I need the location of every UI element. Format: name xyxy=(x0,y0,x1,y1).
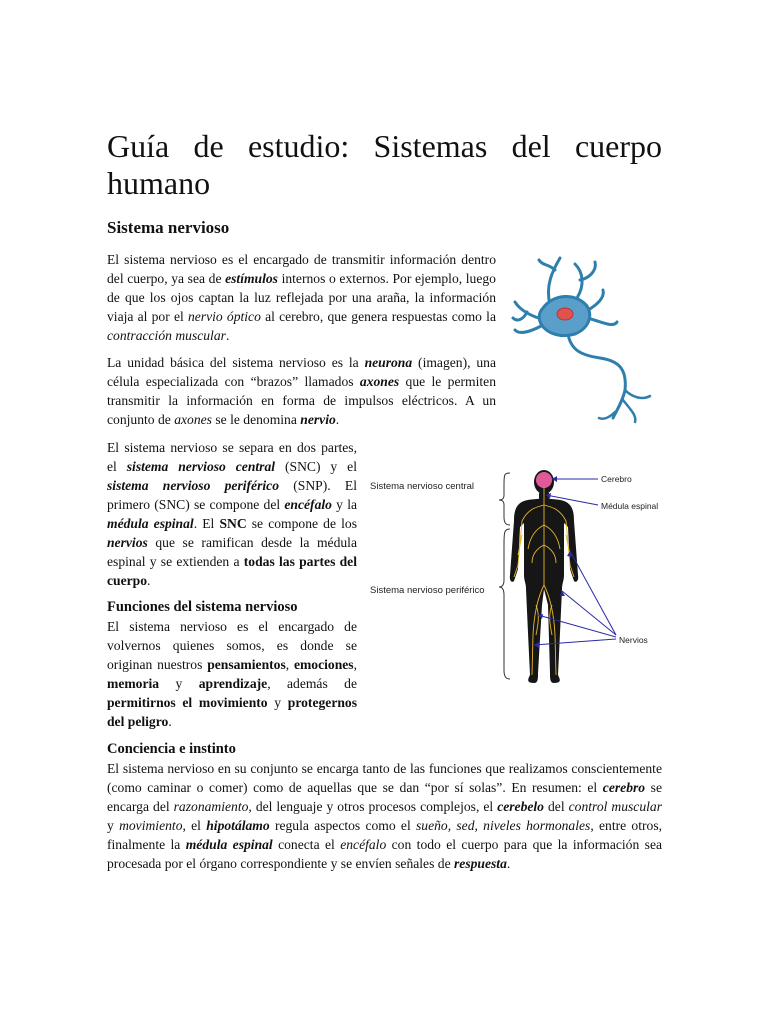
label-central-nervous-system: Sistema nervioso central xyxy=(370,481,475,492)
emphasis-text: control muscular xyxy=(568,799,662,814)
emphasis-text: permitirnos el movimiento xyxy=(107,695,268,710)
neuron-illustration xyxy=(505,250,660,425)
emphasis-text: axones xyxy=(359,374,400,389)
emphasis-text: respuesta xyxy=(454,856,507,871)
label-peripheral-nervous-system: Sistema nervioso periférico xyxy=(370,585,485,596)
brain-highlight xyxy=(536,472,552,488)
text-run: se le denomina xyxy=(211,412,301,427)
text-run: . xyxy=(147,573,151,588)
emphasis-text: nervio óptico xyxy=(187,309,261,324)
text-run: y la xyxy=(331,497,358,512)
emphasis-text: hipotálamo xyxy=(206,818,270,833)
text-run: . El xyxy=(193,516,220,531)
functions-heading: Funciones del sistema nervioso xyxy=(107,599,298,615)
emphasis-text: estímulos xyxy=(225,271,278,286)
emphasis-text: médula espinal xyxy=(107,516,194,531)
text-run: que se ramifican desde la médula espinal y se extienden a xyxy=(107,535,357,569)
emphasis-text: sistema nervioso central xyxy=(126,459,276,474)
text-run: (SNC) y el xyxy=(275,459,357,474)
emphasis-text: memoria xyxy=(107,676,160,691)
text-run: . xyxy=(168,714,172,729)
conscience-heading: Conciencia e instinto xyxy=(107,741,236,757)
emphasis-text: encéfalo xyxy=(340,837,387,852)
peripheral-bracket xyxy=(499,529,510,679)
text-run: del xyxy=(543,799,569,814)
text-run: y xyxy=(107,818,120,833)
text-run: y xyxy=(159,676,199,691)
text-run: . xyxy=(335,412,340,427)
text-run: , xyxy=(285,657,294,672)
emphasis-text: sueño, sed, niveles hormonales xyxy=(416,818,591,833)
text-run: . xyxy=(506,856,511,871)
text-run: . xyxy=(225,328,230,343)
emphasis-text: aprendizaje xyxy=(198,676,268,691)
text-run: y xyxy=(267,695,288,710)
text-run: El sistema nervioso se separa en dos partes, el xyxy=(107,440,357,474)
text-run: se compone de los xyxy=(246,516,357,531)
text-run: conecta el xyxy=(272,837,341,852)
text-run: La unidad básica del sistema nervioso es la xyxy=(107,355,365,370)
text-run: se encarga del xyxy=(107,780,662,814)
text-run: que le permiten transmitir la información en forma de impulsos eléctricos. A un conjunto de xyxy=(107,374,496,427)
emphasis-text: cerebro xyxy=(602,780,646,795)
text-run: El sistema nervioso en su conjunto se encarga tanto de las funciones que realizamos conscientemente (como caminar o comer) como de aquellas que se dan “por sí solas”. En resumen: el xyxy=(107,761,662,795)
nervous-system-illustration xyxy=(366,465,666,695)
neuron-axon xyxy=(567,328,625,418)
emphasis-text: todas las partes del cuerpo xyxy=(107,554,357,588)
emphasis-text: protegernos del peligro xyxy=(107,695,357,729)
neuron-nucleus xyxy=(557,308,573,320)
central-bracket xyxy=(499,473,510,525)
emphasis-text: pensamientos xyxy=(207,657,286,672)
text-run: regula aspectos como el xyxy=(269,818,416,833)
emphasis-text: médula espinal xyxy=(185,837,273,852)
emphasis-text: contracción muscular xyxy=(107,328,226,343)
emphasis-text: cerebelo xyxy=(497,799,544,814)
paragraph-functions xyxy=(107,617,357,731)
text-run: El sistema nervioso es el encargado de transmitir información dentro del cuerpo, ya sea de xyxy=(107,252,496,286)
label-brain: Cerebro xyxy=(601,474,632,484)
emphasis-text: SNC xyxy=(219,516,247,531)
emphasis-text: neurona xyxy=(364,355,413,370)
functions-section xyxy=(107,598,357,731)
page-title: Guía de estudio: Sistemas del cuerpo humano xyxy=(107,128,662,201)
text-run: al cerebro, que genera respuestas como la xyxy=(260,309,496,324)
paragraph-neuron xyxy=(107,353,496,429)
paragraph-divisions xyxy=(107,438,357,590)
nervous-system-figure xyxy=(366,465,666,695)
text-run: (SNP). El primero (SNC) se compone del xyxy=(107,478,357,512)
emphasis-text: movimiento xyxy=(119,818,183,833)
paragraph-intro xyxy=(107,250,496,345)
emphasis-text: emociones xyxy=(293,657,354,672)
text-run: , xyxy=(353,657,357,672)
paragraph-conscience xyxy=(107,759,662,873)
emphasis-text: sistema nervioso periférico xyxy=(107,478,279,493)
text-run: internos o externos. Por ejemplo, luego de que los ojos captan la luz reflejada por una araña, la información viaja al por el xyxy=(107,271,496,324)
emphasis-text: encéfalo xyxy=(284,497,332,512)
text-run: , del lenguaje y otros procesos complejos, el xyxy=(248,799,498,814)
emphasis-text: razonamiento xyxy=(173,799,249,814)
emphasis-text: axones xyxy=(174,412,212,427)
label-nerves: Nervios xyxy=(619,635,648,645)
text-run: (imagen), una célula especializada con “brazos” llamados xyxy=(107,355,496,389)
emphasis-text: nervios xyxy=(107,535,148,550)
text-run: con todo el cuerpo para que la información sea procesada por el órgano correspondiente y se envíen señales de xyxy=(107,837,663,871)
section-heading: Sistema nervioso xyxy=(107,218,230,237)
text-run: El sistema nervioso es el encargado de volvernos quienes somos, es donde se originan nuestros xyxy=(107,619,357,672)
text-run: , entre otros, finalmente la xyxy=(107,818,663,852)
conscience-section xyxy=(107,740,662,873)
label-spinal-cord: Médula espinal xyxy=(601,501,659,511)
text-run: , además de xyxy=(267,676,357,691)
emphasis-text: nervio xyxy=(300,412,336,427)
text-run: , el xyxy=(182,818,207,833)
